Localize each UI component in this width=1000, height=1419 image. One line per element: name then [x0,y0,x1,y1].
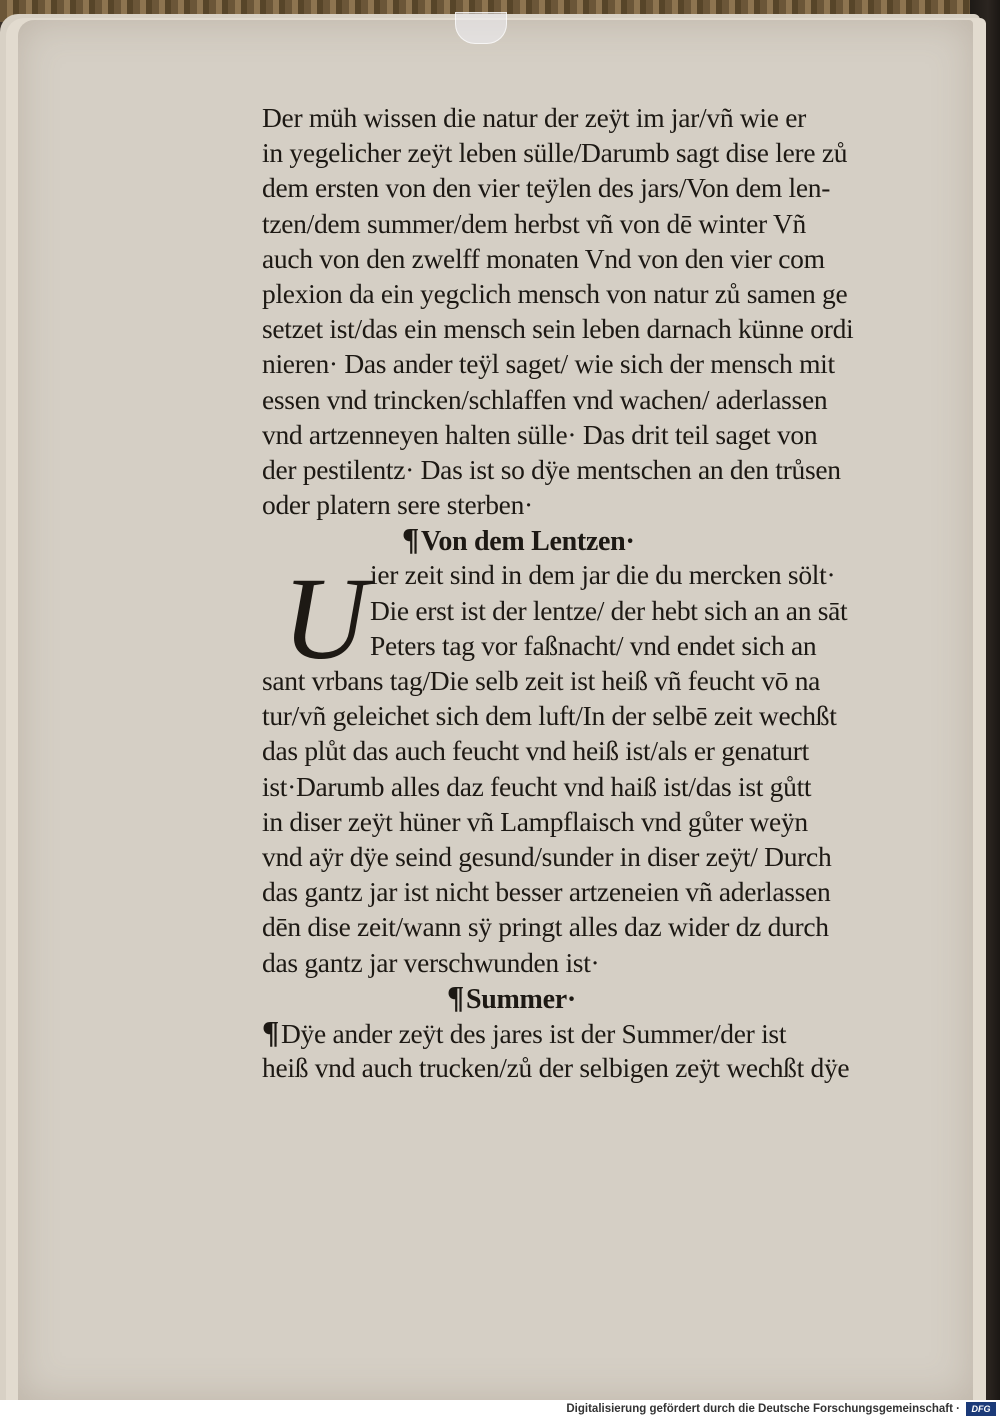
text-line: das plůt das auch feucht vnd heiß ist/als er genaturt [262,735,809,767]
paragraph-intro [262,100,887,522]
text-line: in diser zeÿt hüner vñ Lampflaisch vnd gůter weÿn [262,805,808,837]
text-line: ier zeit sind in dem jar die du mercken sölt· [370,559,836,591]
pilcrow-mark: ¶ [447,978,464,1015]
text-line: dem ersten von den vier teÿlen des jars/Von dem len‑ [262,172,831,204]
pilcrow-mark: ¶ [402,521,419,558]
text-line: ¶Dÿe ander zeÿt des jares ist der Summer/der ist [262,1014,787,1050]
text-line: das gantz jar verschwunden ist· [262,946,600,978]
text-line: plexion da ein yegclich mensch von natur zů samen ge [262,277,848,309]
text-line: tzen/dem summer/dem herbst vñ von dē winter Vñ [262,207,806,239]
text-line: nieren· Das ander teÿl saget/ wie sich der mensch mit [262,348,835,380]
text-line: oder platern sere sterben· [262,489,533,521]
paragraph-summer [262,1015,887,1085]
decorated-initial: U [282,553,368,684]
page-text [262,100,887,1085]
text-line: sant vrbans tag/Die selb zeit ist heiß vñ feucht vō na [262,665,821,696]
heading-summer: ¶Summer· [447,978,576,1015]
paragraph-lentzen [262,663,887,980]
text-line: heiß vnd auch trucken/zů der selbigen zeÿt wechßt dÿe [262,1052,850,1084]
text-line: der pestilentz· Das ist so dÿe mentschen an den trůsen [262,453,841,485]
text-line: tur/vñ geleichet sich dem luft/In der selbē zeit wechßt [262,700,837,732]
dfg-logo: DFG [966,1402,996,1416]
pilcrow-mark: ¶ [262,1014,279,1050]
text-line: vnd artzenneyen halten sülle· Das drit teil saget von [262,418,818,450]
paragraph-lentzen-indented [262,557,887,663]
text-line: ist·Darumb alles daz feucht vnd haiß ist/das ist gůtt [262,770,812,802]
text-line: essen vnd trincken/schlaffen vnd wachen/ aderlassen [262,383,828,415]
text-line: Peters tag vor faßnacht/ vnd endet sich an [370,629,817,661]
text-line: das gantz jar ist nicht besser artzeneien vñ aderlassen [262,876,831,908]
text-line: vnd aÿr dÿe seind gesund/sunder in diser zeÿt/ Durch [262,840,832,872]
digitization-footer [0,1400,1000,1419]
text-line: setzet ist/das ein mensch sein leben darnach künne ordi [262,313,854,345]
text-line: auch von den zwelff monaten Vnd von den vier com [262,242,825,274]
heading-lentzen: ¶Von dem Lentzen· [402,521,635,558]
text-line: Der müh wissen die natur der zeÿt im jar/vñ wie er [262,102,806,133]
footer-credit: Digitalisierung gefördert durch die Deutsche Forschungsgemeinschaft · [566,1403,960,1415]
text-line: in yegelicher zeÿt leben sülle/Darumb sagt dise lere zů [262,137,848,169]
text-line: dēn dise zeit/wann sÿ pringt alles daz wider dz durch [262,911,829,943]
page-clip [455,12,507,44]
text-line: Die erst ist der lentze/ der hebt sich an an sāt [370,594,848,626]
